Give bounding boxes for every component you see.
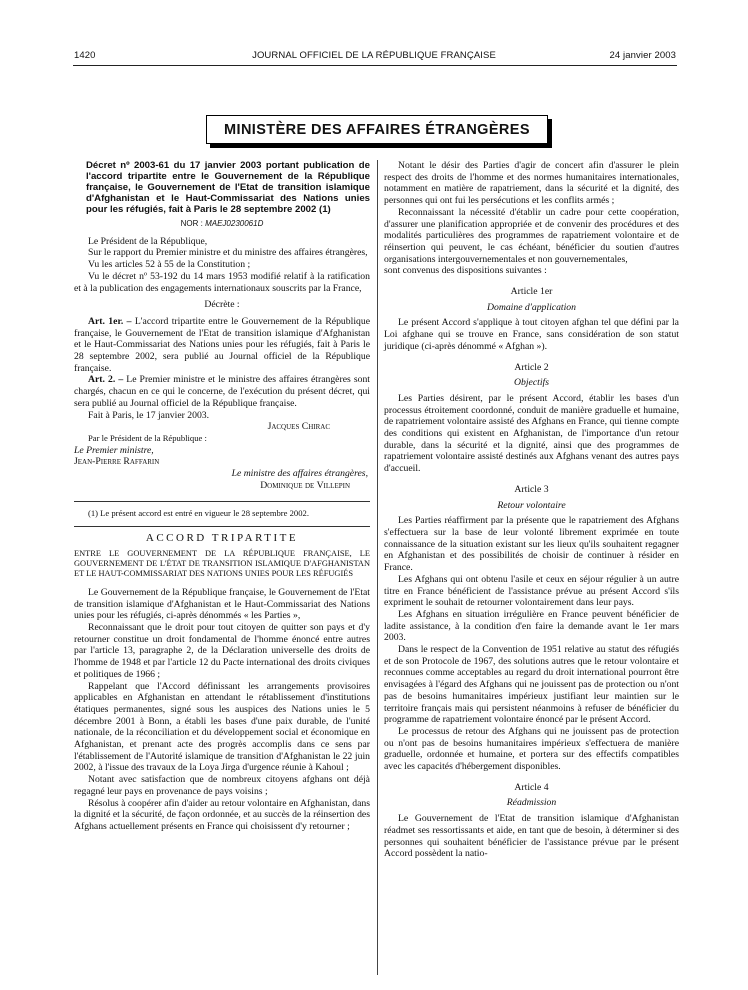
ministry-heading-text: MINISTÈRE DES AFFAIRES ÉTRANGÈRES	[224, 121, 530, 138]
ministry-heading	[206, 115, 548, 144]
right-column	[384, 160, 679, 860]
footnote: (1) Le présent accord est entré en vigueur le 28 septembre 2002.	[88, 508, 309, 519]
journal-title: JOURNAL OFFICIEL DE LA RÉPUBLIQUE FRANÇAISE	[252, 50, 496, 61]
article-paragraph: Le présent Accord s'applique à tout citoyen afghan tel que défini par la Loi afghane qui se trouve en France, sans considération de son statut juridique (ci-après dénommé « Afghan »).	[384, 317, 679, 352]
article-heading: Article 2	[514, 361, 549, 373]
article-paragraph: Les Afghans qui ont obtenu l'asile et ceux en séjour régulier à un autre titre en France bénéficient de l'assistance prévue au présent Accord s'ils expriment le souhait de retourner volontairement dans leur pays.	[384, 573, 679, 609]
accord-subtitle: ENTRE LE GOUVERNEMENT DE LA RÉPUBLIQUE FRANÇAISE, LE GOUVERNEMENT DE L'ÉTAT DE TRANSITION ISLAMIQUE D'AFGHANISTAN ET LE HAUT-COMMISSARIAT DES NATIONS UNIES POUR LES RÉFUGIÉS	[74, 548, 370, 578]
section-rule	[74, 526, 370, 527]
issue-date: 24 janvier 2003	[609, 50, 676, 61]
article-paragraph: Les Parties désirent, par le présent Accord, établir les bases d'un processus étroitement coordonné, conduit de manière graduelle et humaine, de rapatriement volontaire assisté des Afghans en France, qui tienne compte des conditions qui existent en Afghanistan, de l'importance d'un retour durable, dans la sécurité et la dignité, ainsi que des programmes de rapatriement volontaire assisté destinés aux Afghans venant des autres pays d'accueil.	[384, 392, 679, 475]
header-rule	[73, 65, 677, 66]
article-2-label: Art. 2. –	[88, 374, 124, 386]
column-divider	[377, 160, 378, 975]
decree-title: Décret nº 2003-61 du 17 janvier 2003 portant publication de l'accord tripartite entre le Gouvernement de la République française, le Gouvernement de l'Etat de transition islamique d'Afghanistan et le Haut-Commissariat des Nations unies pour les réfugiés, fait à Paris le 28 septembre 2002 (1)	[86, 160, 370, 215]
article-paragraph: Les Afghans en situation irrégulière en France peuvent bénéficier de ladite assistance, à la condition d'en faire la demande avant le 1er mars 2003.	[384, 608, 679, 644]
article-heading: Article 1er	[510, 286, 553, 298]
article-paragraph: Le processus de retour des Afghans qui ne jouissent pas de protection ou n'ont pas de besoins humanitaires impérieux s'effectuera de manière graduelle, ordonnée et humaine, et portera sur des effectifs compatibles avec les capacités d'hébergement disponibles.	[384, 725, 679, 773]
preamble-line: Le Président de la République,	[88, 235, 208, 247]
article-2-text: Le Premier ministre et le ministre des affaires étrangères sont chargés, chacun en ce qui le concerne, de l'exécution du présent décret, qui sera publié au Journal officiel de la République française.	[74, 374, 370, 409]
accord-paragraph: Rappelant que l'Accord définissant les arrangements provisoires applicables en Afghanistan en attendant le rétablissement d'institutions étatiques permanentes, signé sous les auspices des Nations unies le 5 décembre 2001 à Bonn, a établi les bases d'une paix durable, de l'unité nationale, de la réconciliation et du développement social et économique en Afghanistan, et prenant acte des progrès accomplis dans ce sens par l'établissement de l'Autorité islamique de transition d'Afghanistan le 22 juin 2002, à l'issue des travaux de la Loya Jirga d'urgence réunie à Kahoul ;	[74, 680, 370, 774]
article-subheading: Réadmission	[506, 797, 557, 809]
article-1-label: Art. 1er. –	[88, 315, 132, 327]
nor-code: MAEJ0230061D	[205, 219, 264, 228]
convenus-line: sont convenus des dispositions suivantes :	[384, 265, 547, 277]
preamble-line: Vu les articles 52 à 55 de la Constitution ;	[88, 259, 251, 271]
article-paragraph: Dans le respect de la Convention de 1951 relative au statut des réfugiés et de son Protocole de 1967, des solutions autres que le retour volontaire et reconnues comme acceptables au regard du droit international pourront être envisagées à l'égard des Afghans qui ne jouissent pas de protection ou n'ont pas de besoins humanitaires impérieux justifiant leur maintien sur le territoire français mais qui persistent néanmoins à refuser de bénéficier du programme de rapatriement volontaire énoncé par le présent Accord.	[384, 644, 679, 726]
article-heading: Article 3	[514, 483, 549, 495]
accord-paragraph: Reconnaissant la nécessité d'établir un cadre pour cette coopération, d'assurer une planification appropriée et de convenir des procédures et des modalités particulières des programmes de rapatriement volontaire et de réinsertion qui peuvent, le cas échéant, bénéficier du soutien d'autres organisations intergouvernementales et non gouvernementales,	[384, 206, 679, 265]
preamble-line: Sur le rapport du Premier ministre et du ministre des affaires étrangères,	[88, 247, 368, 259]
decrete-line: Décrète :	[204, 299, 240, 311]
accord-title: ACCORD TRIPARTITE	[145, 532, 299, 545]
article-subheading: Objectifs	[514, 377, 549, 389]
article-subheading: Domaine d'application	[487, 301, 576, 313]
article-1-text: L'accord tripartite entre le Gouvernement de la République française, le Gouvernement de l'Etat de transition islamique d'Afghanistan et le Haut-Commissariat des Nations unies pour les réfugiés, fait à Paris le 28 septembre 2002, sera publié au Journal officiel de la République française.	[74, 315, 370, 374]
article-subheading: Retour volontaire	[497, 499, 566, 511]
accord-paragraph: Le Gouvernement de la République française, le Gouvernement de l'Etat de transition islamique d'Afghanistan et le Haut-Commissariat des Nations unies pour les réfugiés, ci-après dénommés « les Parties »,	[74, 586, 370, 622]
article-paragraph: Les Parties réaffirment par la présente que le rapatriement des Afghans s'effectuera sur la base de leur volonté librement exprimée en toute connaissance de la situation existant sur les lieux qu'ils souhaitent regagner en Afghanistan et des possibilités de choisir de continuer à résider en France.	[384, 515, 679, 574]
prime-minister-title: Le Premier ministre,	[74, 444, 154, 456]
decree-article-1	[74, 316, 370, 375]
preamble-line: Vu le décret nº 53-192 du 14 mars 1953 modifié relatif à la ratification et à la publication des engagements internationaux souscrits par la France,	[74, 270, 370, 294]
accord-paragraph: Résolus à coopérer afin d'aider au retour volontaire en Afghanistan, dans la dignité et la sécurité, de façon ordonnée, et au succès de la réinsertion des Afghans actuellement présents en France qui choisissent d'y retourner ;	[74, 797, 370, 832]
president-signature: Jacques Chirac	[267, 421, 330, 433]
article-paragraph: Le Gouvernement de l'Etat de transition islamique d'Afghanistan réadmet ses ressortissants et aide, en tant que de besoin, à déterminer si des personnes qui souhaitent bénéficier de l'assistance prévue par le présent Accord possèdent la natio-	[384, 813, 679, 860]
nor-label: NOR :	[180, 219, 206, 228]
left-column	[74, 160, 370, 833]
decree-article-2	[74, 374, 370, 409]
foreign-minister-name: Dominique de Villepin	[260, 479, 350, 491]
par-le-president: Par le Président de la République :	[88, 432, 207, 443]
accord-paragraph: Notant avec satisfaction que de nombreux citoyens afghans ont déjà regagné leur pays en provenance de pays voisins ;	[74, 774, 370, 797]
accord-paragraph: Reconnaissant que le droit pour tout citoyen de quitter son pays et d'y retourner constitue un droit fondamental de l'homme énoncé entre autres par l'article 13, paragraphe 2, de la Déclaration universelle des droits de l'homme de 1948 et par l'article 12 du Pacte international des droits civiques et politiques de 1966 ;	[74, 621, 370, 680]
accord-paragraph: Notant le désir des Parties d'agir de concert afin d'assurer le plein respect des droits de l'homme et des normes humanitaires internationales, notamment en matière de rapatriement, dans la sécurité et la dignité, des personnes qui ont fui les persécutions et les conflits armés ;	[384, 160, 679, 207]
article-heading: Article 4	[514, 781, 549, 793]
prime-minister-name: Jean-Pierre Raffarin	[74, 456, 160, 468]
page-number: 1420	[74, 50, 96, 61]
footnote-rule	[74, 501, 370, 502]
nor-reference	[74, 218, 370, 230]
foreign-minister-title: Le ministre des affaires étrangères,	[231, 468, 368, 480]
done-at-line: Fait à Paris, le 17 janvier 2003.	[88, 409, 210, 421]
